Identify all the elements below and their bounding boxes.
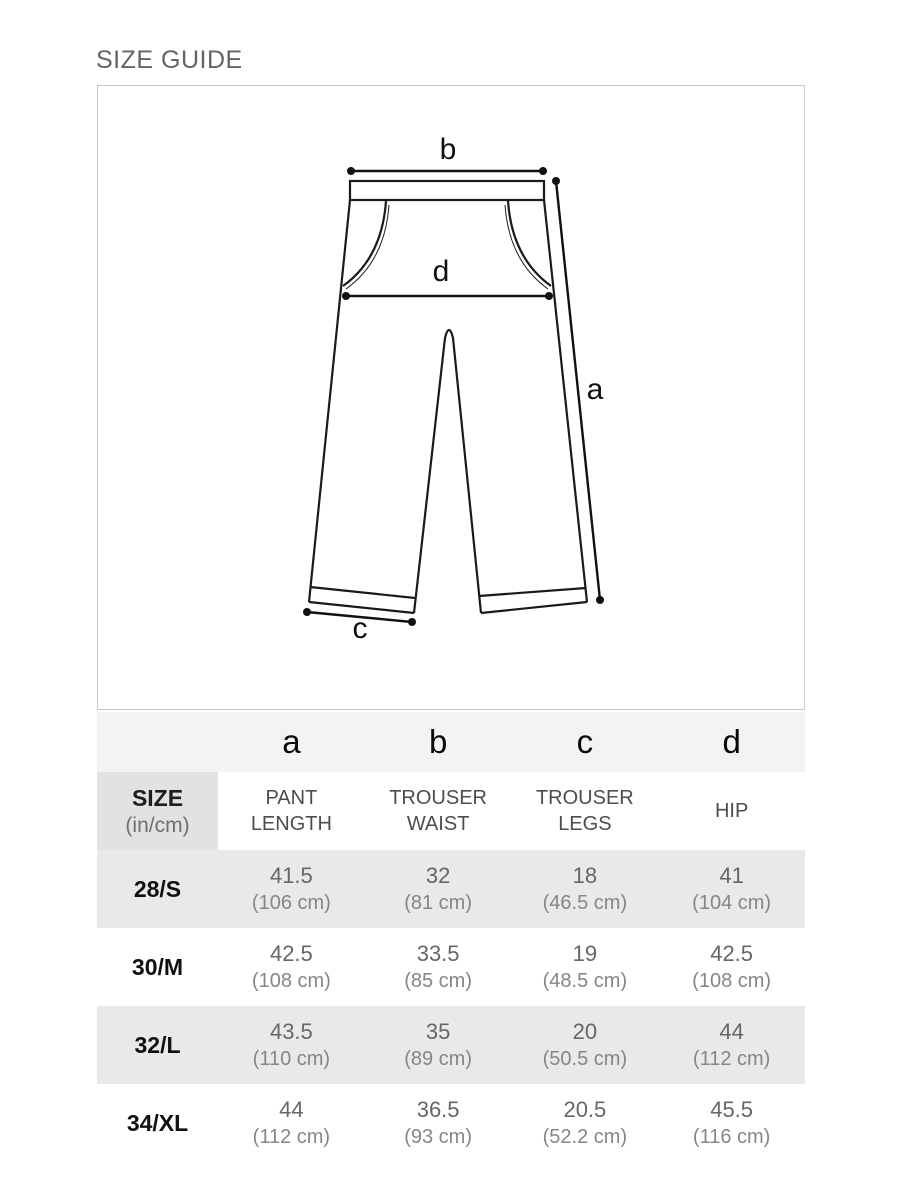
measurement-cell: 42.5 (108 cm) bbox=[692, 941, 772, 992]
measurement-cell: 45.5 (116 cm) bbox=[692, 1097, 771, 1148]
column-letter-d: d bbox=[722, 723, 741, 760]
waistband bbox=[350, 181, 544, 200]
table-row bbox=[97, 928, 805, 1006]
size-header-label: SIZE bbox=[131, 784, 184, 811]
measurement-cell: 44 (112 cm) bbox=[252, 1097, 331, 1148]
table-row bbox=[97, 1006, 805, 1084]
table-header-row bbox=[97, 772, 805, 850]
measurement-cell: 20 (50.5 cm) bbox=[542, 1019, 628, 1070]
measurement-cell: 43.5 (110 cm) bbox=[252, 1019, 331, 1070]
size-unit-header bbox=[97, 772, 218, 850]
column-letters-row bbox=[97, 712, 805, 772]
table-row bbox=[97, 850, 805, 928]
column-header-trouser-waist: TROUSER WAIST bbox=[389, 787, 488, 835]
size-label: 32/L bbox=[134, 1031, 181, 1058]
measurement-cell: 35 (89 cm) bbox=[404, 1019, 473, 1070]
left-outer-seam bbox=[309, 200, 350, 602]
inner-seams-crotch bbox=[414, 330, 481, 613]
column-header-hip: HIP bbox=[714, 800, 749, 822]
column-letter-b: b bbox=[428, 723, 448, 760]
measurement-lines bbox=[307, 171, 600, 622]
measurement-cell: 41 (104 cm) bbox=[692, 863, 772, 914]
measurement-cell: 33.5 (85 cm) bbox=[404, 941, 473, 992]
left-cuff-line bbox=[310, 587, 415, 598]
size-label: 34/XL bbox=[126, 1109, 189, 1136]
table-row bbox=[97, 1084, 805, 1162]
column-letter-a: a bbox=[282, 723, 301, 760]
pants-body bbox=[309, 181, 587, 613]
measurement-cell: 36.5 (93 cm) bbox=[404, 1097, 473, 1148]
measure-label-a: a bbox=[586, 373, 604, 406]
measurement-cell: 32 (81 cm) bbox=[404, 863, 473, 914]
letters-row-empty-cell bbox=[97, 712, 218, 772]
right-hem bbox=[481, 602, 587, 613]
measurement-cell: 20.5 (52.2 cm) bbox=[542, 1097, 628, 1148]
right-cuff-line bbox=[479, 588, 586, 596]
measure-label-b: b bbox=[439, 133, 457, 166]
measure-label-d: d bbox=[432, 255, 450, 288]
measurement-cell: 41.5 (106 cm) bbox=[251, 863, 331, 914]
measure-label-c: c bbox=[352, 612, 368, 645]
size-label: 30/M bbox=[131, 953, 184, 980]
measurement-cell: 44 (112 cm) bbox=[692, 1019, 771, 1070]
measurement-endpoints bbox=[303, 167, 604, 626]
column-header-pant-length: PANT LENGTH bbox=[250, 787, 332, 835]
column-header-trouser-legs: TROUSER LEGS bbox=[535, 787, 634, 835]
size-label: 28/S bbox=[133, 875, 182, 902]
measurement-cell: 19 (48.5 cm) bbox=[542, 941, 628, 992]
page-title: SIZE GUIDE bbox=[96, 46, 243, 74]
pants-measurement-diagram bbox=[97, 85, 805, 710]
measurement-cell: 42.5 (108 cm) bbox=[251, 941, 331, 992]
pants-outline-drawing bbox=[98, 86, 804, 709]
size-unit-label: (in/cm) bbox=[125, 813, 190, 837]
column-letter-c: c bbox=[576, 723, 594, 760]
measurement-cell: 18 (46.5 cm) bbox=[542, 863, 628, 914]
size-chart-table bbox=[97, 712, 805, 1162]
